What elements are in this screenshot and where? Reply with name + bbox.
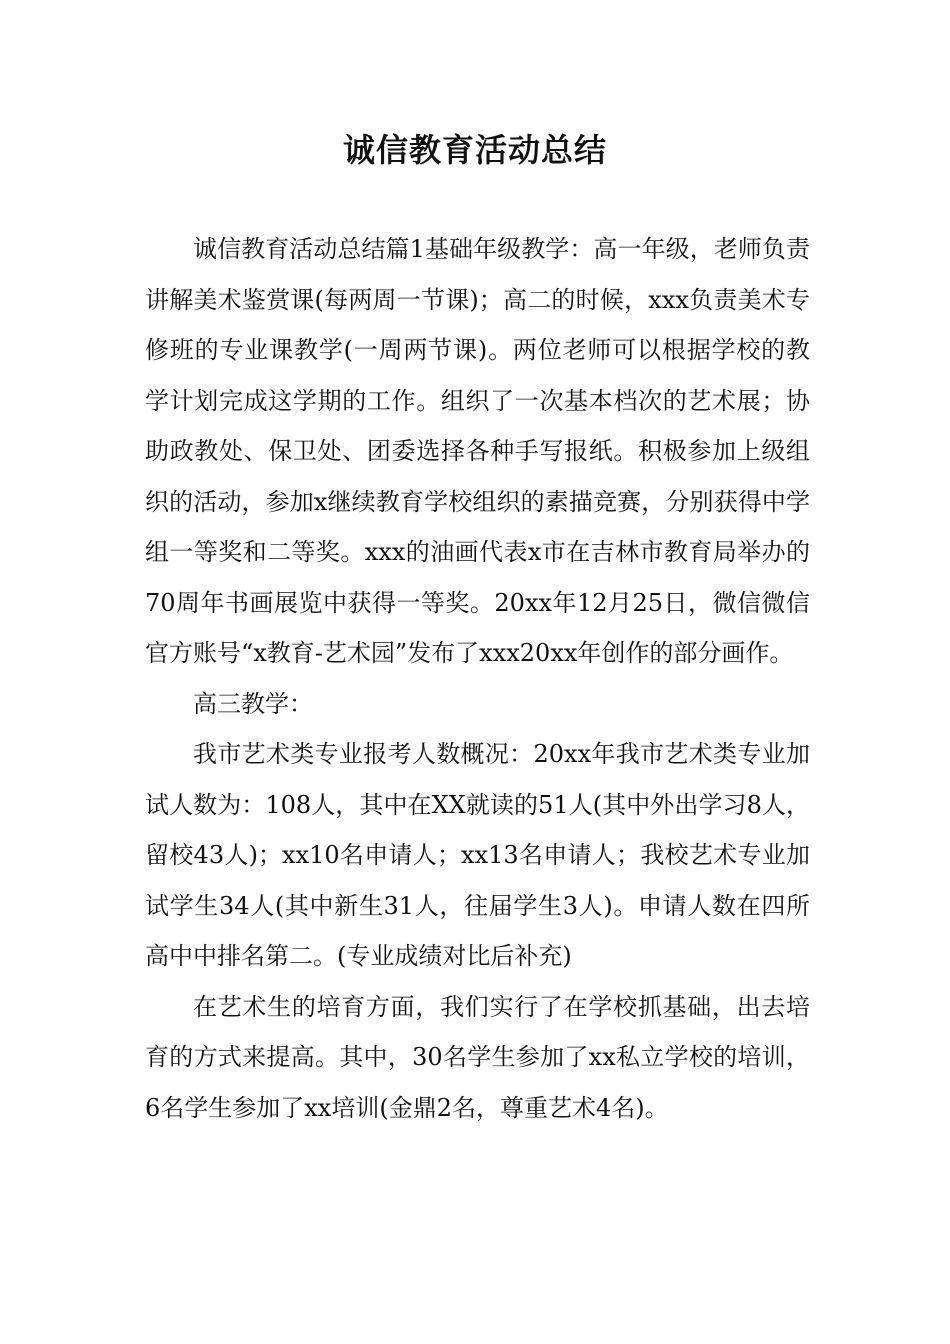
document-title: 诚信教育活动总结 bbox=[342, 131, 607, 169]
paragraph-1: 诚信教育活动总结篇1基础年级教学：高一年级，老师负责讲解美术鉴赏课(每两周一节课)；高二的时候，xxx负责美术专修班的专业课教学(一周两节课)。两位老师可以根据学校的教学计划完成这学期的工作。组织了一次基本档次的艺术展；协助政教处、保卫处、团委选择各种手写报纸。积极参加上级组织的活动，参加x继续教育学校组织的素描竞赛，分别获得中学组一等奖和二等奖。xxx的油画代表x市在吉林市教育局举办的70周年书画展览中获得一等奖。20xx年12月25日，微信微信官方账号“x教育-艺术园”发布了xxx20xx年创作的部分画作。 bbox=[145, 235, 810, 667]
paragraph-3: 我市艺术类专业报考人数概况：20xx年我市艺术类专业加试人数为：108人，其中在XX就读的51人(其中外出学习8人，留校43人)；xx10名申请人；xx13名申请人；我校艺术专业加试学生34人(其中新生31人，往届学生3人)。申请人数在四所高中中排名第二。(专业成绩对比后补充) bbox=[145, 740, 810, 970]
document-body bbox=[145, 224, 810, 1133]
paragraph-2: 高三教学： bbox=[193, 689, 313, 718]
paragraph-4: 在艺术生的培育方面，我们实行了在学校抓基础，出去培育的方式来提高。其中，30名学生参加了xx私立学校的培训，6名学生参加了xx培训(金鼎2名，尊重艺术4名)。 bbox=[145, 992, 810, 1122]
